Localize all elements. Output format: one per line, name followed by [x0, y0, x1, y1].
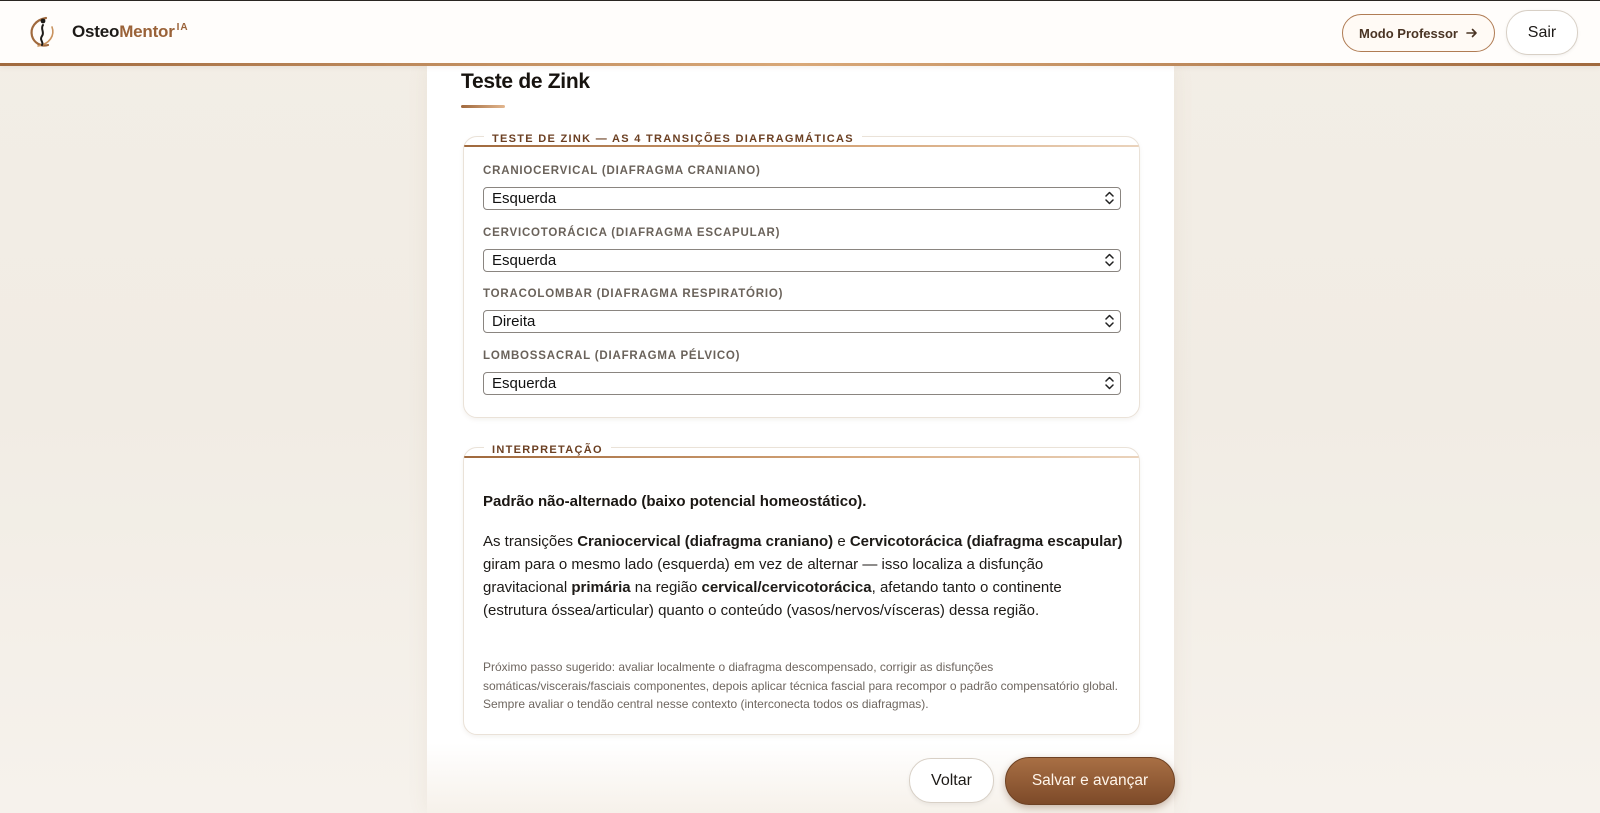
zink-test-card: [463, 133, 1140, 418]
page-title: Teste de Zink: [461, 70, 590, 93]
save-and-continue-button[interactable]: Salvar e avançar: [1005, 757, 1175, 805]
lumbosacral-select[interactable]: [483, 372, 1121, 395]
select-chevron-icon: [1105, 191, 1114, 205]
professor-mode-button[interactable]: [1342, 14, 1495, 52]
thoracolumbar-label: TORACOLOMBAR (DIAFRAGMA RESPIRATÓRIO): [483, 288, 784, 300]
select-chevron-icon: [1105, 253, 1114, 267]
cervicothoracic-select[interactable]: [483, 249, 1121, 272]
back-button[interactable]: Voltar: [909, 758, 994, 803]
lumbosacral-value: Esquerda: [492, 375, 557, 392]
professor-mode-label: Modo Professor: [1359, 25, 1458, 41]
interpretation-legend: INTERPRETAÇÃO: [484, 444, 611, 456]
arrow-right-icon: [1466, 26, 1478, 41]
craniocervical-label: CRANIOCERVICAL (DIAFRAGMA CRANIANO): [483, 165, 761, 177]
select-chevron-icon: [1105, 314, 1114, 328]
craniocervical-value: Esquerda: [492, 190, 557, 207]
cervicothoracic-label: CERVICOTORÁCICA (DIAFRAGMA ESCAPULAR): [483, 227, 781, 239]
interpretation-note: Próximo passo sugerido: avaliar localmente o diafragma descompensado, corrigir as disfunções somáticas/viscerais/fasciais componentes, depois aplicar técnica fascial para recompor o padrão compensatório global. Sempre avaliar o tendão central nesse contexto (interconecta todos os diafragmas).: [483, 660, 1118, 711]
interpretation-lead: Padrão não-alternado (baixo potencial homeostático).: [483, 493, 867, 510]
exit-button[interactable]: Sair: [1506, 10, 1578, 55]
cervicothoracic-value: Esquerda: [492, 252, 557, 269]
lumbosacral-label: LOMBOSSACRAL (DIAFRAGMA PÉLVICO): [483, 350, 741, 362]
title-underline: [461, 105, 505, 108]
osteomentor-logo-icon: [26, 15, 58, 49]
interpretation-body: As transições Craniocervical (diafragma craniano) e Cervicotorácica (diafragma escapular) giram para o mesmo lado (esquerda) em vez de alternar — isso localiza a disfunção gravitacional primária na região cervical/cervicotorácica, afetando tanto o continente (estrutura óssea/articular) quanto o conteúdo (vasos/nervos/vísceras) dessa região.: [483, 533, 1123, 619]
select-chevron-icon: [1105, 376, 1114, 390]
zink-legend: TESTE DE ZINK — AS 4 TRANSIÇÕES DIAFRAGMÁTICAS: [484, 133, 862, 145]
thoracolumbar-select[interactable]: [483, 310, 1121, 333]
main-panel: [427, 64, 1174, 813]
brand[interactable]: [26, 15, 189, 49]
top-bar: [0, 0, 1600, 64]
brand-name: OsteoMentor $^{IA}$: [72, 22, 189, 41]
craniocervical-select[interactable]: [483, 187, 1121, 210]
interpretation-card: [463, 444, 1140, 735]
thoracolumbar-value: Direita: [492, 313, 536, 330]
